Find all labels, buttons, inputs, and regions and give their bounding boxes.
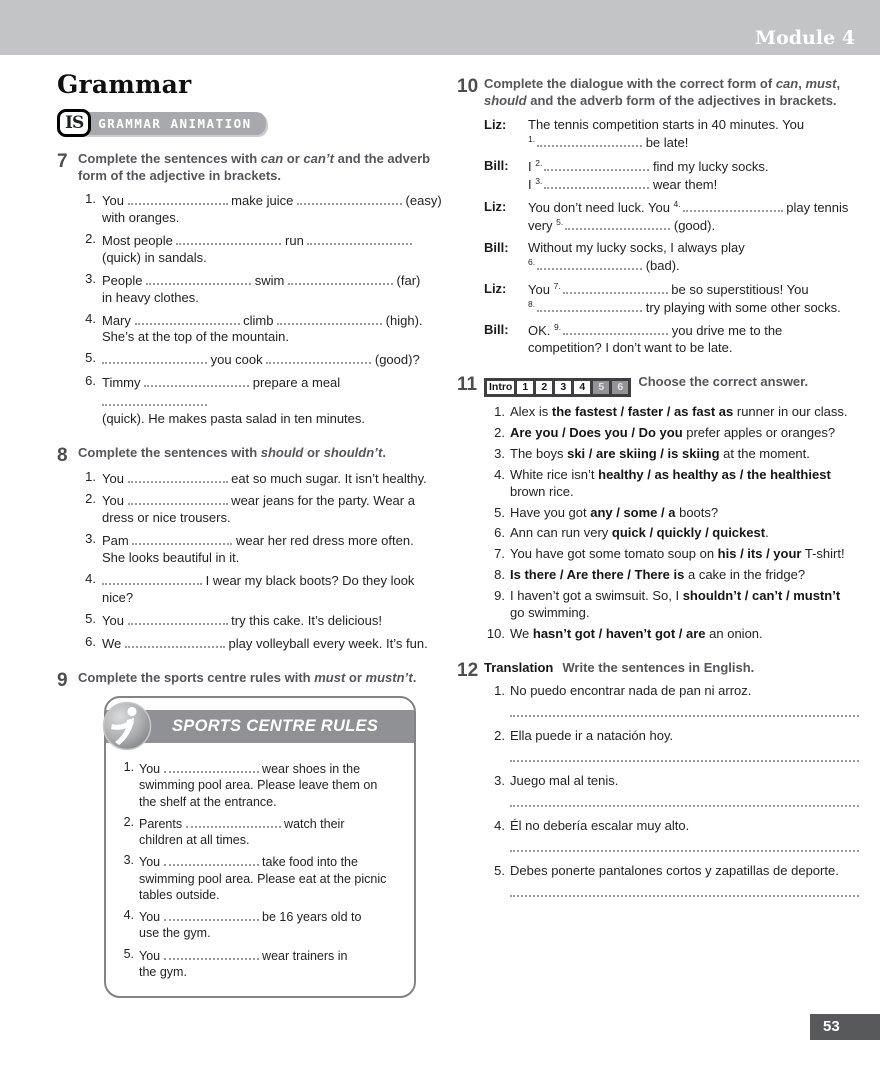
item-text: Pam wear her red dress more often. She looks beautiful in it. xyxy=(102,533,414,566)
item-number: 1. xyxy=(85,191,96,207)
answer-blank xyxy=(266,350,371,364)
answer-blank xyxy=(297,191,402,205)
item-text: You eat so much sugar. It isn’t healthy. xyxy=(102,470,427,486)
item-number: 6. xyxy=(85,633,96,649)
answer-blank xyxy=(128,469,228,483)
item-number: 1. xyxy=(494,404,505,420)
answer-blank xyxy=(102,392,207,406)
item-text: Have you got any / some / a boots? xyxy=(510,504,719,520)
lesson-badge: 1 xyxy=(517,381,533,394)
exercise-item xyxy=(484,863,859,897)
blank-number: 2. xyxy=(535,157,543,168)
exercise-instruction: Complete the dialogue with the correct form of can, must, should and the adverb form of the adjectives in brackets. xyxy=(484,76,841,108)
item-number: 3. xyxy=(123,853,134,868)
lesson-badge: 4 xyxy=(574,381,590,394)
item-number: 4. xyxy=(85,571,96,587)
answer-blank xyxy=(537,256,642,270)
exercise-7 xyxy=(57,151,447,432)
dialogue-text: Without my lucky socks, I always play $^{6.}$ (bad). xyxy=(528,240,745,274)
item-number: 2. xyxy=(85,231,96,247)
exercise-number: 11 xyxy=(457,374,478,396)
exercise-9-items xyxy=(118,759,402,980)
item-text: Are you / Does you / Do you prefer apples or oranges? xyxy=(510,425,836,441)
item-text: You wear trainers in the gym. xyxy=(139,946,402,981)
item-number: 5. xyxy=(494,504,505,520)
exercise-item xyxy=(78,571,447,607)
exercise-number: 9 xyxy=(57,669,68,691)
answer-line xyxy=(510,759,859,762)
answer-blank xyxy=(563,280,668,294)
exercise-number: 8 xyxy=(57,444,68,466)
dialogue-text: The tennis competition starts in 40 minutes. You $^{1.}$ be late! xyxy=(528,117,805,151)
instruction-text: Choose the correct answer. xyxy=(638,374,809,390)
answer-blank xyxy=(565,216,670,230)
item-text: Is there / Are there / There is a cake in the fridge? xyxy=(510,567,806,583)
lesson-badge: 2 xyxy=(536,381,552,394)
item-text: Él no debería escalar muy alto. xyxy=(510,818,859,852)
exercise-instruction: Complete the sentences with should or shouldn’t. xyxy=(78,444,386,460)
item-text: Timmy prepare a meal (quick). He makes pasta salad in ten minutes. xyxy=(102,375,366,427)
blank-number: 5. xyxy=(556,217,564,228)
exercise-item xyxy=(484,525,859,542)
gymnast-icon xyxy=(102,701,152,751)
answer-blank xyxy=(176,231,281,245)
answer-blank xyxy=(128,191,228,205)
speaker-label: Liz: xyxy=(484,117,507,133)
item-number: 2. xyxy=(85,491,96,507)
answer-blank xyxy=(164,852,259,866)
item-text: Most people run (quick) in sandals. xyxy=(102,231,447,267)
item-text: You try this cake. It’s delicious! xyxy=(102,612,382,628)
item-number: 3. xyxy=(85,270,96,286)
dialogue-text: You don’t need luck. You $^{4.}$ play tennis very $^{5.}$ (good). xyxy=(528,198,849,234)
item-text: Juego mal al tenis. xyxy=(510,773,859,807)
exercise-11-items xyxy=(484,404,859,643)
exercise-item xyxy=(78,611,447,630)
exercise-item xyxy=(484,567,859,584)
item-number: 2. xyxy=(494,728,505,744)
item-number: 4. xyxy=(123,908,134,923)
item-text: I wear my black boots? Do they look nice? xyxy=(102,573,415,605)
item-text: Mary climb (high). She’s at the top of the mountain. xyxy=(102,312,423,345)
item-text: You make juice (easy) with oranges. xyxy=(102,193,442,226)
exercise-item xyxy=(78,271,447,307)
speaker-label: Bill: xyxy=(484,157,509,173)
exercise-12-items xyxy=(484,683,859,896)
answer-blank xyxy=(544,175,649,189)
exercise-item xyxy=(78,469,447,488)
exercise-item xyxy=(78,634,447,653)
lesson-badge: Intro xyxy=(489,381,513,394)
translation-label: Translation xyxy=(484,659,554,675)
answer-blank xyxy=(146,271,251,285)
exercise-12 xyxy=(457,660,859,908)
item-text: We play volleyball every week. It’s fun. xyxy=(102,635,428,651)
lesson-badge-strip xyxy=(484,378,631,397)
exercise-item xyxy=(484,626,859,643)
dialogue-turn xyxy=(484,321,859,356)
lesson-badge: 6 xyxy=(612,381,628,394)
module-header-bar xyxy=(0,0,880,55)
exercise-item xyxy=(118,759,402,810)
page-number-label: 53 xyxy=(823,1018,840,1035)
blank-number: 9. xyxy=(554,321,562,332)
exercise-item xyxy=(118,814,402,849)
grammar-animation-label: GRAMMAR ANIMATION xyxy=(82,112,265,135)
answer-line xyxy=(510,894,859,897)
exercise-item xyxy=(118,907,402,942)
item-number: 6. xyxy=(85,373,96,389)
item-number: 3. xyxy=(494,773,505,789)
answer-line xyxy=(510,714,859,717)
item-text: People swim (far) in heavy clothes. xyxy=(102,272,421,305)
item-number: 5. xyxy=(123,946,134,961)
exercise-item xyxy=(484,546,859,563)
answer-blank xyxy=(164,759,259,773)
exercise-item xyxy=(78,231,447,267)
item-number: 8. xyxy=(494,567,505,583)
exercise-8-items xyxy=(78,469,447,653)
item-number: 4. xyxy=(494,466,505,482)
answer-blank xyxy=(128,491,228,505)
item-number: 4. xyxy=(494,818,505,834)
blank-number: 8. xyxy=(528,298,536,309)
rules-banner-title: SPORTS CENTRE RULES xyxy=(172,717,379,736)
grammar-animation-badge xyxy=(57,109,447,137)
item-text: No puedo encontrar nada de pan ni arroz. xyxy=(510,683,859,717)
item-number: 6. xyxy=(494,525,505,541)
answer-blank xyxy=(164,946,259,960)
exercise-11 xyxy=(457,374,859,647)
item-text: White rice isn’t healthy / as healthy as / the healthiest brown rice. xyxy=(510,466,831,499)
exercise-item xyxy=(484,467,859,501)
exercise-item xyxy=(484,446,859,463)
page-number xyxy=(810,1014,880,1040)
exercise-item xyxy=(484,404,859,421)
exercise-number: 10 xyxy=(457,76,479,97)
answer-blank xyxy=(683,198,783,212)
exercise-item xyxy=(78,531,447,567)
answer-blank xyxy=(563,321,668,335)
blank-number: 1. xyxy=(528,134,536,145)
item-number: 7. xyxy=(494,546,505,562)
speaker-label: Liz: xyxy=(484,280,507,296)
item-text: Ann can run very quick / quickly / quickest. xyxy=(510,525,769,541)
answer-blank xyxy=(144,373,249,387)
answer-blank xyxy=(102,571,202,585)
exercise-9 xyxy=(57,670,447,999)
exercise-instruction: Complete the sentences with can or can’t and the adverb form of the adjective in brackets. xyxy=(78,151,431,183)
exercise-item xyxy=(484,588,859,622)
item-number: 3. xyxy=(85,531,96,547)
exercise-item xyxy=(484,773,859,807)
blank-number: 4. xyxy=(673,198,681,209)
page-title: Grammar xyxy=(57,70,192,99)
item-text: You be 16 years old to use the gym. xyxy=(139,907,402,942)
is-logo: IS xyxy=(57,109,91,137)
item-number: 2. xyxy=(494,425,505,441)
exercise-item xyxy=(78,491,447,527)
exercise-item xyxy=(78,373,447,428)
item-text: Alex is the fastest / faster / as fast as runner in our class. xyxy=(510,404,848,420)
dialogue-turn xyxy=(484,116,859,151)
exercise-number: 12 xyxy=(457,659,479,681)
blank-number: 6. xyxy=(528,257,536,268)
item-number: 3. xyxy=(494,445,505,461)
dialogue-text: I $^{2.}$ find my lucky socks. I $^{3.}$ wear them! xyxy=(528,157,769,192)
exercise-instruction xyxy=(484,660,859,677)
dialogue-turn xyxy=(484,280,859,316)
exercise-item xyxy=(78,350,447,369)
item-number: 5. xyxy=(85,610,96,626)
exercise-item xyxy=(118,852,402,903)
item-number: 2. xyxy=(123,814,134,829)
dialogue-text: OK. $^{9.}$ you drive me to the competition? I don’t want to be late. xyxy=(528,321,783,355)
module-label: Module 4 xyxy=(755,27,855,49)
item-text: you cook (good)? xyxy=(102,350,447,369)
answer-blank xyxy=(132,531,232,545)
item-text: I haven’t got a swimsuit. So, I shouldn’t / can’t / mustn’t go swimming. xyxy=(510,588,841,621)
item-text: You take food into the swimming pool area. Please eat at the picnic tables outside. xyxy=(139,852,402,903)
exercise-instruction: Complete the sports centre rules with must or mustn’t. xyxy=(78,669,417,685)
exercise-number: 7 xyxy=(57,151,68,172)
item-text: Ella puede ir a natación hoy. xyxy=(510,728,859,762)
answer-blank xyxy=(277,311,382,325)
instruction-text: Write the sentences in English. xyxy=(562,659,755,675)
answer-blank xyxy=(164,907,259,921)
exercise-item xyxy=(484,425,859,442)
exercise-item xyxy=(484,728,859,762)
item-number: 10. xyxy=(486,625,505,641)
exercise-item xyxy=(78,191,447,227)
exercise-item xyxy=(484,818,859,852)
speaker-label: Bill: xyxy=(484,321,509,337)
answer-blank xyxy=(544,157,649,171)
answer-line xyxy=(510,804,859,807)
answer-blank xyxy=(307,231,412,245)
item-text: Parents watch their children at all times. xyxy=(139,814,402,849)
item-text: The boys ski / are skiing / is skiing at the moment. xyxy=(510,445,810,461)
exercise-item xyxy=(78,311,447,347)
item-number: 1. xyxy=(85,468,96,484)
item-text: We hasn’t got / haven’t got / are an onion. xyxy=(510,625,763,641)
answer-blank xyxy=(135,311,240,325)
answer-blank xyxy=(186,814,281,828)
exercise-8 xyxy=(57,445,447,657)
sports-centre-rules-box xyxy=(104,696,416,998)
speaker-label: Bill: xyxy=(484,240,509,256)
lesson-badge: 3 xyxy=(555,381,571,394)
item-number: 1. xyxy=(494,683,505,699)
item-number: 1. xyxy=(123,760,134,775)
answer-blank xyxy=(102,350,207,364)
exercise-10 xyxy=(457,76,859,361)
answer-blank xyxy=(537,298,642,312)
exercise-item xyxy=(484,683,859,717)
item-number: 9. xyxy=(494,588,505,604)
item-text: You wear jeans for the party. Wear a dress or nice trousers. xyxy=(102,493,415,526)
answer-blank xyxy=(128,611,228,625)
blank-number: 7. xyxy=(553,280,561,291)
exercise-10-dialogue xyxy=(484,116,859,356)
item-number: 4. xyxy=(85,310,96,326)
dialogue-turn xyxy=(484,198,859,234)
answer-blank xyxy=(537,133,642,147)
left-column xyxy=(57,70,447,1011)
exercise-item xyxy=(484,505,859,522)
item-text: You have got some tomato soup on his / its / your T-shirt! xyxy=(510,546,845,562)
dialogue-text: You $^{7.}$ be so superstitious! You $^{8.}$ try playing with some other socks. xyxy=(528,280,841,315)
blank-number: 3. xyxy=(535,175,543,186)
exercise-7-items xyxy=(78,191,447,428)
item-text: You wear shoes in the swimming pool area. Please leave them on the shelf at the entrance. xyxy=(139,759,402,810)
answer-blank xyxy=(125,634,225,648)
item-number: 5. xyxy=(85,350,96,366)
right-column xyxy=(457,76,859,921)
dialogue-turn xyxy=(484,239,859,274)
lesson-badge: 5 xyxy=(593,381,609,394)
exercise-item xyxy=(118,946,402,981)
exercise-instruction xyxy=(484,374,859,397)
item-number: 5. xyxy=(494,863,505,878)
item-text: Debes ponerte pantalones cortos y zapatillas de deporte. xyxy=(510,863,859,897)
answer-blank xyxy=(288,271,393,285)
speaker-label: Liz: xyxy=(484,198,507,214)
rules-banner xyxy=(106,710,414,743)
answer-line xyxy=(510,849,859,852)
dialogue-turn xyxy=(484,157,859,193)
